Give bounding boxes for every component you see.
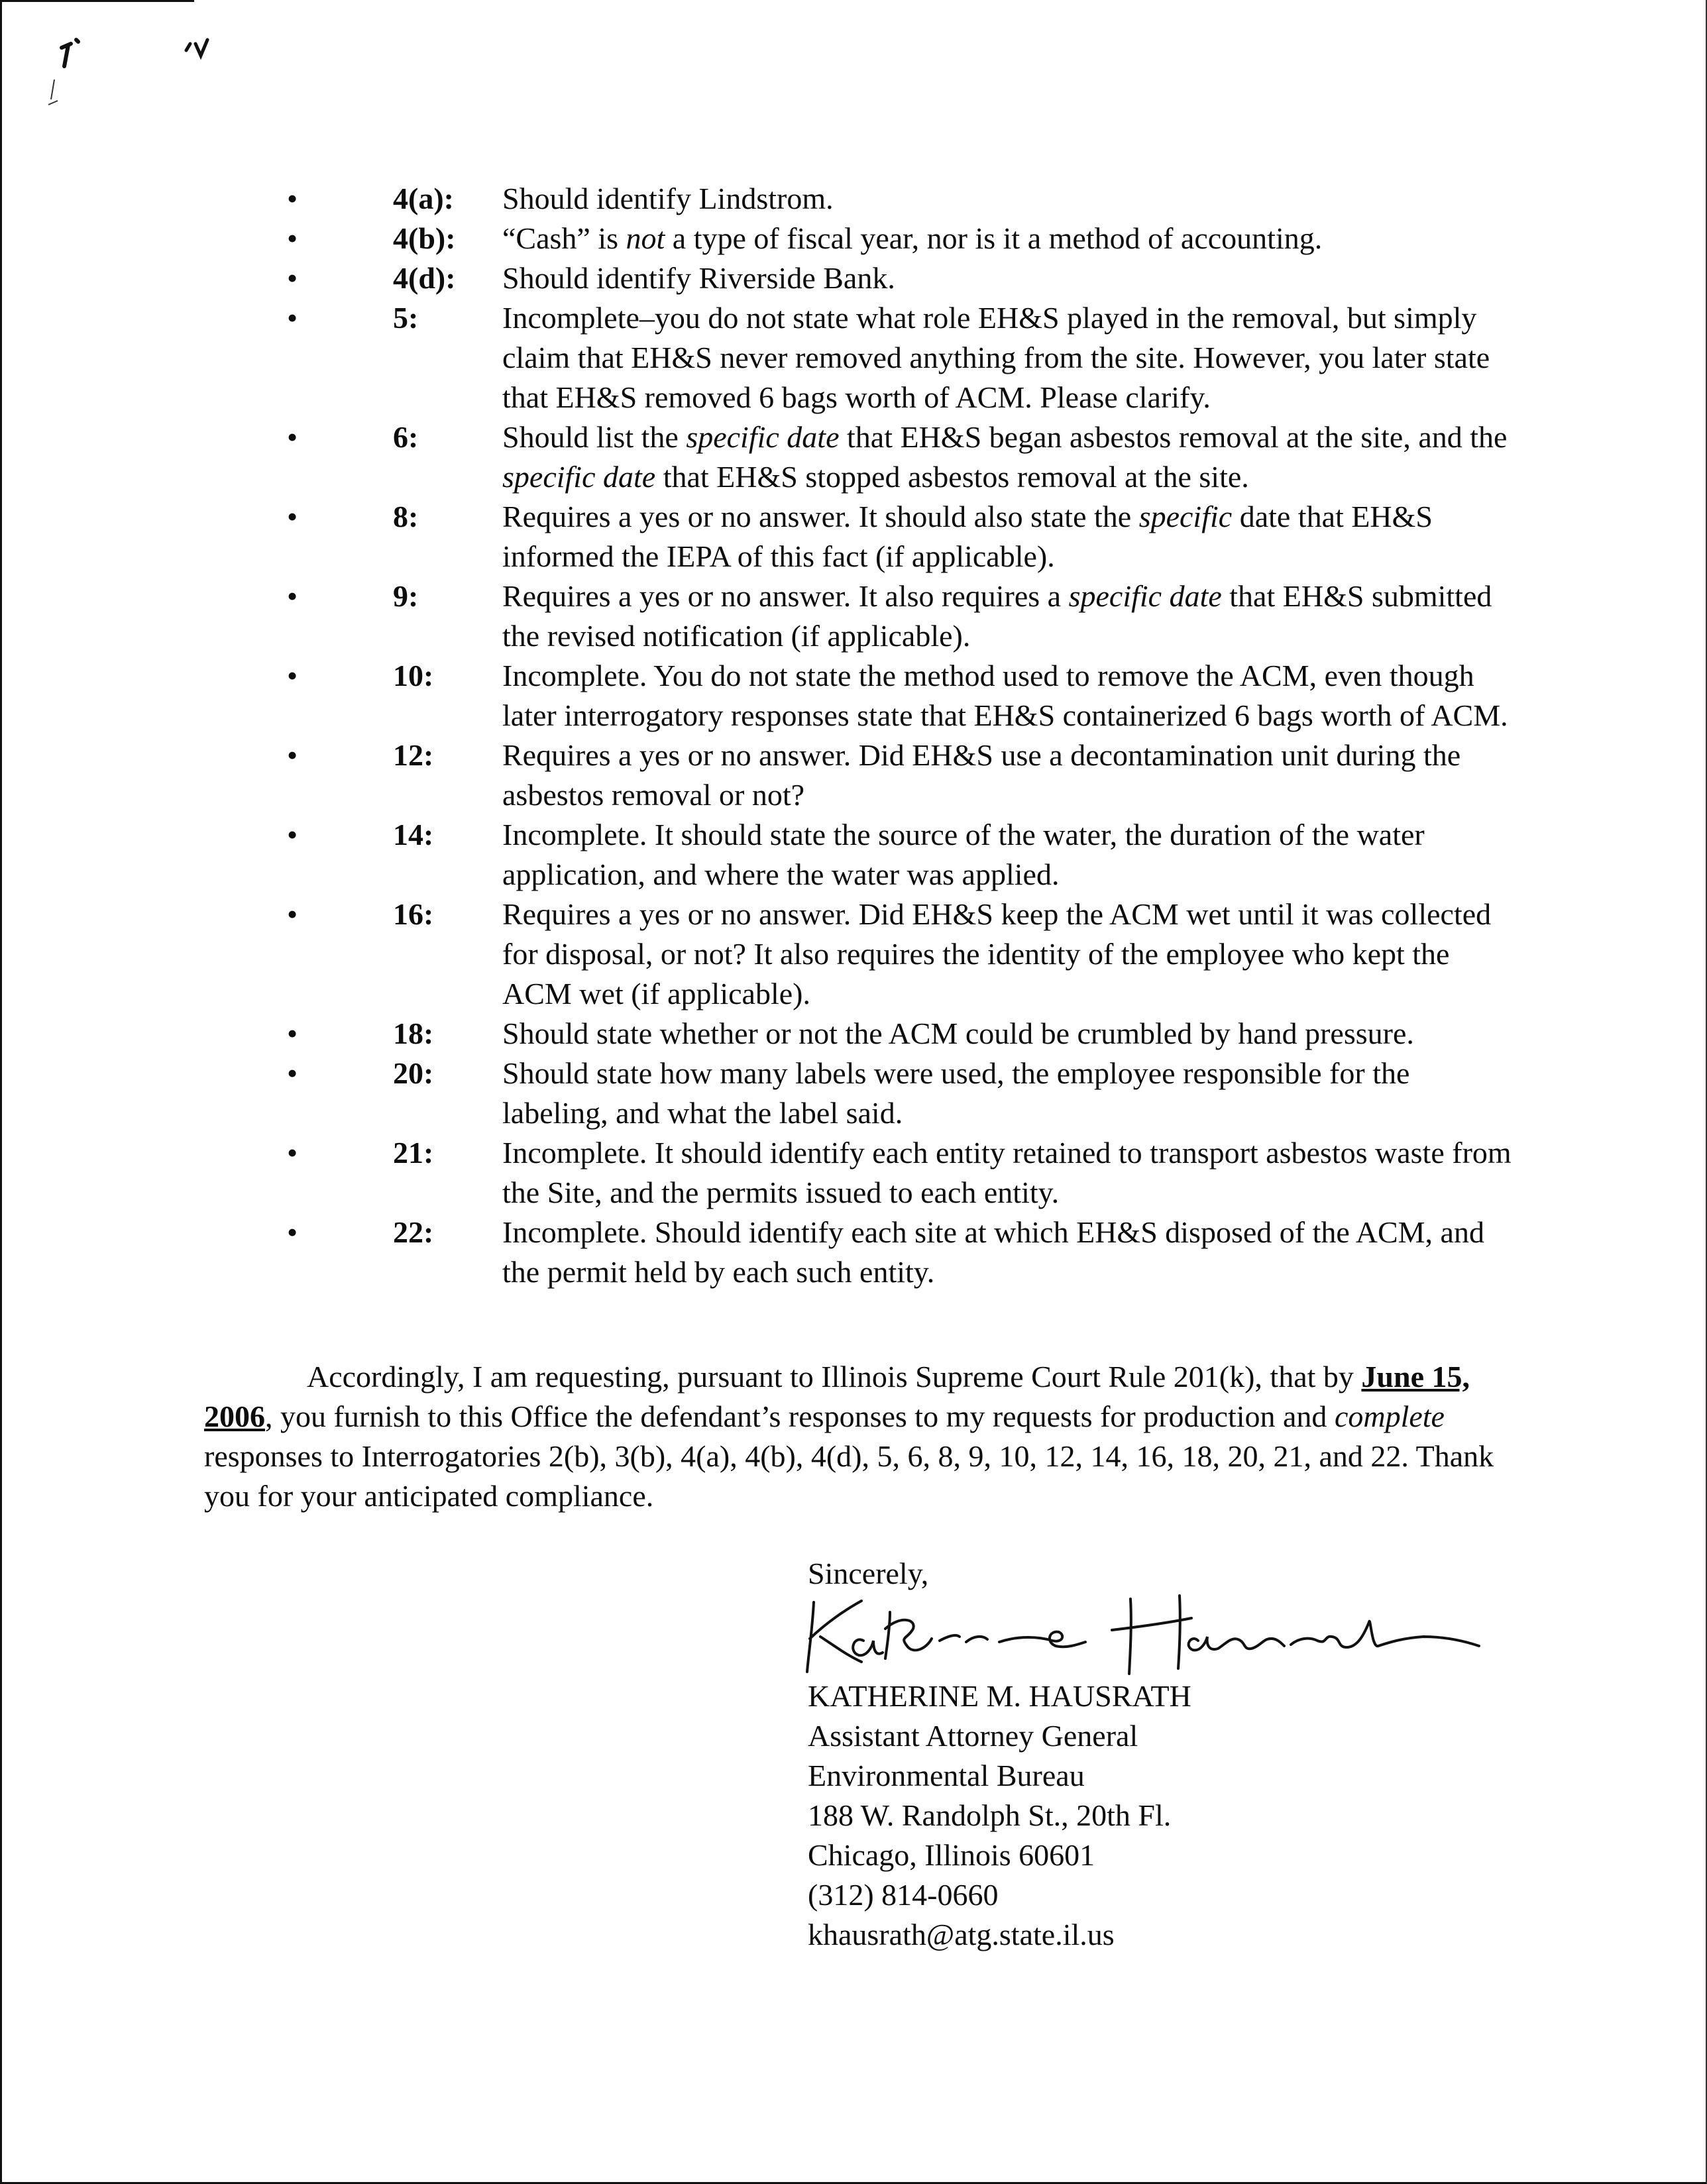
signer-bureau: Environmental Bureau (808, 1759, 1085, 1792)
signer-title: Assistant Attorney General (808, 1719, 1138, 1753)
interrogatory-number: 16: (393, 897, 434, 931)
salutation: Sincerely, (808, 1556, 929, 1590)
bullet-icon: • (287, 579, 298, 613)
list-item (287, 298, 1513, 417)
list-item (287, 736, 1513, 815)
interrogatory-comment: Incomplete. Should identify each site at which EH&S disposed of the ACM, and the permit held by each such entity. (502, 1215, 1484, 1289)
interrogatory-number: 6: (393, 420, 419, 454)
signer-city: Chicago, Illinois 60601 (808, 1838, 1095, 1872)
interrogatory-comment: Incomplete–you do not state what role EH&S played in the removal, but simply claim that EH&S never removed anything from the site. However, you later state that EH&S removed 6 bags worth of ACM. Please clarify. (502, 301, 1490, 414)
bullet-icon: • (287, 221, 298, 255)
interrogatory-number: 4(a): (393, 182, 454, 215)
list-item (287, 895, 1513, 1014)
bullet-icon: • (287, 301, 298, 335)
bullet-icon: • (287, 1056, 298, 1090)
interrogatory-number: 9: (393, 579, 419, 613)
interrogatory-comment: Requires a yes or no answer. It also requires a specific date that EH&S submitted the revised notification (if applicable). (502, 579, 1492, 653)
signer-email: khausrath@atg.state.il.us (808, 1918, 1115, 1951)
interrogatory-comment: Incomplete. It should state the source of the water, the duration of the water application, and where the water was applied. (502, 818, 1425, 891)
scan-top-edge (2, 0, 194, 2)
list-item (287, 1213, 1513, 1292)
interrogatory-comment: Incomplete. It should identify each entity retained to transport asbestos waste from the Site, and the permits issued to each entity. (502, 1136, 1512, 1209)
list-item (287, 576, 1513, 656)
signature-lines (808, 1676, 1191, 1955)
bullet-icon: • (287, 1215, 298, 1249)
interrogatory-number: 21: (393, 1136, 434, 1170)
interrogatory-number: 5: (393, 301, 419, 335)
list-item (287, 815, 1513, 895)
bullet-icon: • (287, 261, 298, 295)
list-item (287, 179, 1513, 219)
interrogatory-comment: Requires a yes or no answer. It should also state the specific date that EH&S informed the IEPA of this fact (if applicable). (502, 500, 1433, 573)
list-item (287, 1014, 1513, 1054)
interrogatory-number: 20: (393, 1056, 434, 1090)
bullet-icon: • (287, 738, 298, 772)
list-item (287, 497, 1513, 576)
interrogatory-number: 8: (393, 500, 419, 533)
list-item (287, 219, 1513, 258)
bullet-icon: • (287, 182, 298, 215)
list-item (287, 258, 1513, 298)
bullet-icon: • (287, 1136, 298, 1170)
deadline-date: June 15, 2006 (204, 1360, 1470, 1433)
interrogatory-number: 22: (393, 1215, 434, 1249)
interrogatory-comment: Requires a yes or no answer. Did EH&S keep the ACM wet until it was collected for disposal, or not? It also requires the identity of the employee who kept the ACM wet (if applicable). (502, 897, 1492, 1010)
interrogatory-comment: Should identify Riverside Bank. (502, 261, 895, 295)
list-item (287, 1133, 1513, 1213)
interrogatory-comment: Incomplete. You do not state the method used to remove the ACM, even though later interrogatory responses state that EH&S containerized 6 bags worth of ACM. (502, 659, 1508, 732)
bullet-icon: • (287, 500, 298, 533)
bullet-icon: • (287, 1016, 298, 1050)
interrogatory-comment: Should state how many labels were used, the employee responsible for the labeling, and what the label said. (502, 1056, 1410, 1130)
list-item (287, 417, 1513, 497)
bullet-icon: • (287, 897, 298, 931)
bullet-icon: • (287, 659, 298, 692)
interrogatory-number: 18: (393, 1016, 434, 1050)
signer-street: 188 W. Randolph St., 20th Fl. (808, 1798, 1172, 1832)
interrogatory-comment: Should list the specific date that EH&S began asbestos removal at the site, and the specific date that EH&S stopped asbestos removal at the site. (502, 420, 1508, 494)
interrogatory-number: 10: (393, 659, 434, 692)
interrogatory-number: 4(b): (393, 221, 456, 255)
deficiency-list (287, 179, 1513, 1292)
interrogatory-comment: “Cash” is not a type of fiscal year, nor is it a method of accounting. (502, 221, 1323, 255)
interrogatory-number: 14: (393, 818, 434, 851)
list-item (287, 656, 1513, 736)
handwritten-corner-marks (42, 27, 267, 119)
closing-paragraph: Accordingly, I am requesting, pursuant to Illinois Supreme Court Rule 201(k), that by June 15, 2006, you furnish to this Office the defendant’s responses to my requests for production and complete responses to Interrogatories 2(b), 3(b), 4(a), 4(b), 4(d), 5, 6, 8, 9, 10, 12, 14, 16, 18, 20, 21, and 22. Thank you for your anticipated compliance. (204, 1360, 1494, 1513)
signer-phone: (312) 814-0660 (808, 1878, 999, 1912)
interrogatory-comment: Should state whether or not the ACM could be crumbled by hand pressure. (502, 1016, 1414, 1050)
bullet-icon: • (287, 420, 298, 454)
interrogatory-number: 4(d): (393, 261, 456, 295)
interrogatory-number: 12: (393, 738, 434, 772)
interrogatory-comment: Requires a yes or no answer. Did EH&S use a decontamination unit during the asbestos removal or not? (502, 738, 1461, 812)
bullet-icon: • (287, 818, 298, 851)
list-item (287, 1054, 1513, 1133)
signer-name: KATHERINE M. HAUSRATH (808, 1679, 1191, 1713)
handwritten-signature (800, 1589, 1483, 1675)
closing-salutation (808, 1554, 1537, 1594)
interrogatory-comment: Should identify Lindstrom. (502, 182, 834, 215)
